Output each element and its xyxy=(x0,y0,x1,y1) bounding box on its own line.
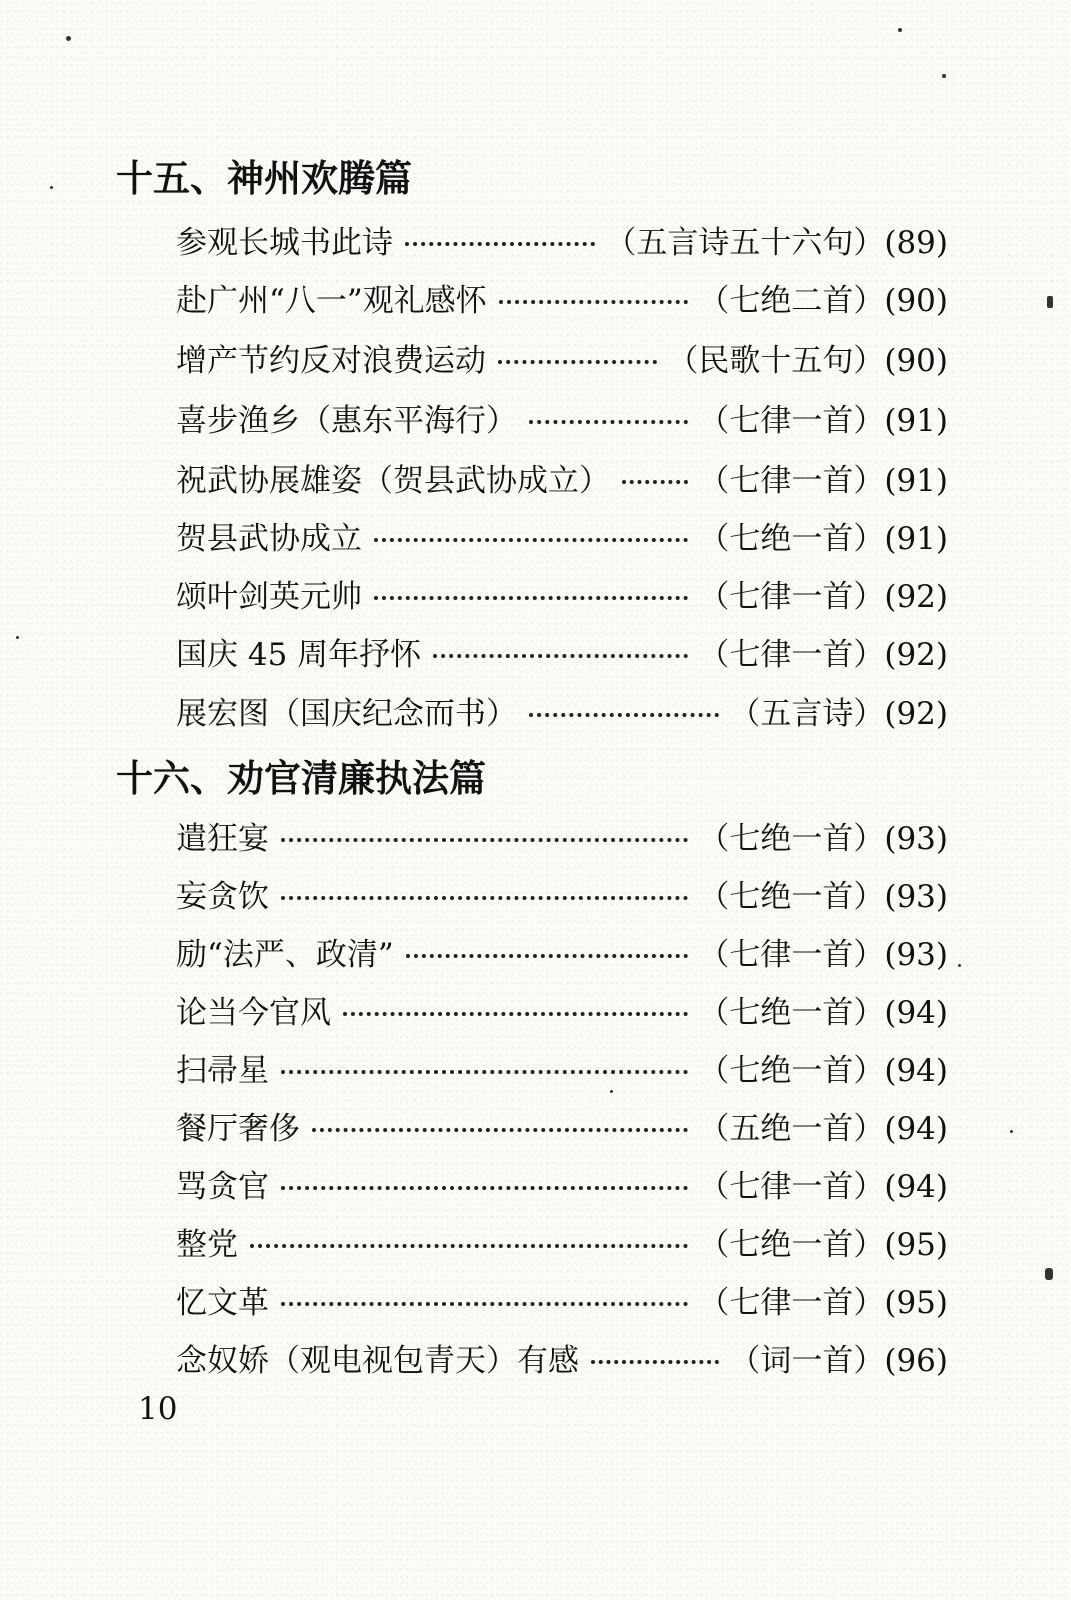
entry-form-page: （五言诗五十六句）(89) xyxy=(605,225,948,261)
dot-leader xyxy=(498,360,657,364)
entry-title: 念奴娇（观电视包青天）有感 xyxy=(176,1343,579,1379)
dot-leader xyxy=(250,1244,688,1248)
entry-title: 展宏图（国庆纪念而书） xyxy=(176,696,517,732)
dot-leader xyxy=(281,896,688,900)
entry-title: 骂贪官 xyxy=(176,1169,269,1205)
dot-leader xyxy=(499,300,689,304)
dot-leader xyxy=(529,420,688,424)
dot-leader xyxy=(312,1128,688,1132)
toc-entry xyxy=(176,1227,948,1263)
toc-entry xyxy=(176,225,948,261)
entry-form-page: （七绝一首）(95) xyxy=(698,1227,948,1263)
entry-title: 喜步渔乡（惠东平海行） xyxy=(176,403,517,439)
entry-form-page: （五绝一首）(94) xyxy=(698,1111,948,1147)
entry-title: 妄贪饮 xyxy=(176,879,269,915)
toc-entry xyxy=(176,343,948,379)
scan-speck xyxy=(1010,1130,1013,1133)
scan-speck xyxy=(610,1090,613,1093)
toc-entry xyxy=(176,696,948,732)
dot-leader xyxy=(622,480,688,484)
dot-leader xyxy=(374,596,688,600)
entry-title: 整党 xyxy=(176,1227,238,1263)
scan-speck xyxy=(898,28,902,32)
entry-form-page: （词一首）(96) xyxy=(729,1343,948,1379)
toc-entry xyxy=(176,579,948,615)
entry-title: 国庆 45 周年抒怀 xyxy=(176,637,422,673)
entry-form-page: （七绝一首）(91) xyxy=(698,521,948,557)
entry-title: 赴广州“八一”观礼感怀 xyxy=(176,283,487,319)
section-title-15: 十五、神州欢腾篇 xyxy=(116,157,412,200)
toc-entry xyxy=(176,1111,948,1147)
entry-title: 增产节约反对浪费运动 xyxy=(176,343,486,379)
entry-form-page: （七绝一首）(94) xyxy=(698,1053,948,1089)
dot-leader xyxy=(406,954,689,958)
entry-title: 祝武协展雄姿（贺县武协成立） xyxy=(176,463,610,499)
dot-leader xyxy=(281,1070,688,1074)
entry-form-page: （七律一首）(91) xyxy=(698,463,948,499)
toc-entry xyxy=(176,995,948,1031)
entry-title: 餐厅奢侈 xyxy=(176,1111,300,1147)
page-number: 10 xyxy=(138,1391,178,1427)
scan-speck xyxy=(66,36,71,41)
dot-leader xyxy=(343,1012,688,1016)
scan-speck xyxy=(1047,296,1053,308)
scan-speck xyxy=(50,186,53,189)
toc-entry xyxy=(176,283,948,319)
toc-entry xyxy=(176,821,948,857)
entry-form-page: （七律一首）(93) xyxy=(698,937,948,973)
entry-form-page: （七绝一首）(93) xyxy=(698,879,948,915)
toc-entry xyxy=(176,1343,948,1379)
entry-title: 参观长城书此诗 xyxy=(176,225,393,261)
toc-entry xyxy=(176,937,948,973)
scan-speck xyxy=(1045,1268,1053,1280)
entry-title: 遣狂宴 xyxy=(176,821,269,857)
entry-form-page: （民歌十五句）(90) xyxy=(667,343,948,379)
entry-form-page: （七律一首）(94) xyxy=(698,1169,948,1205)
toc-entry xyxy=(176,1169,948,1205)
dot-leader xyxy=(433,654,688,658)
entry-form-page: （七绝二首）(90) xyxy=(698,283,948,319)
entry-title: 论当今官风 xyxy=(176,995,331,1031)
entry-title: 励“法严、政清” xyxy=(176,937,394,973)
scan-speck xyxy=(942,74,946,78)
entry-form-page: （七律一首）(95) xyxy=(698,1285,948,1321)
scan-speck xyxy=(16,636,19,639)
entry-form-page: （七律一首）(92) xyxy=(698,637,948,673)
toc-entry xyxy=(176,521,948,557)
toc-entry xyxy=(176,1053,948,1089)
scan-speck xyxy=(958,964,961,967)
entry-form-page: （七律一首）(92) xyxy=(698,579,948,615)
dot-leader xyxy=(281,838,688,842)
entry-form-page: （七绝一首）(94) xyxy=(698,995,948,1031)
entry-title: 颂叶剑英元帅 xyxy=(176,579,362,615)
toc-entry xyxy=(176,1285,948,1321)
dot-leader xyxy=(529,713,719,717)
dot-leader xyxy=(405,242,595,246)
dot-leader xyxy=(591,1360,719,1364)
section-title-16: 十六、劝官清廉执法篇 xyxy=(116,757,486,800)
entry-form-page: （五言诗）(92) xyxy=(729,696,948,732)
toc-entry xyxy=(176,637,948,673)
entry-title: 贺县武协成立 xyxy=(176,521,362,557)
dot-leader xyxy=(281,1302,688,1306)
entry-form-page: （七律一首）(91) xyxy=(698,403,948,439)
toc-entry xyxy=(176,403,948,439)
dot-leader xyxy=(281,1186,688,1190)
dot-leader xyxy=(374,538,688,542)
entry-title: 扫帚星 xyxy=(176,1053,269,1089)
entry-form-page: （七绝一首）(93) xyxy=(698,821,948,857)
toc-entry xyxy=(176,463,948,499)
toc-entry xyxy=(176,879,948,915)
entry-title: 忆文革 xyxy=(176,1285,269,1321)
